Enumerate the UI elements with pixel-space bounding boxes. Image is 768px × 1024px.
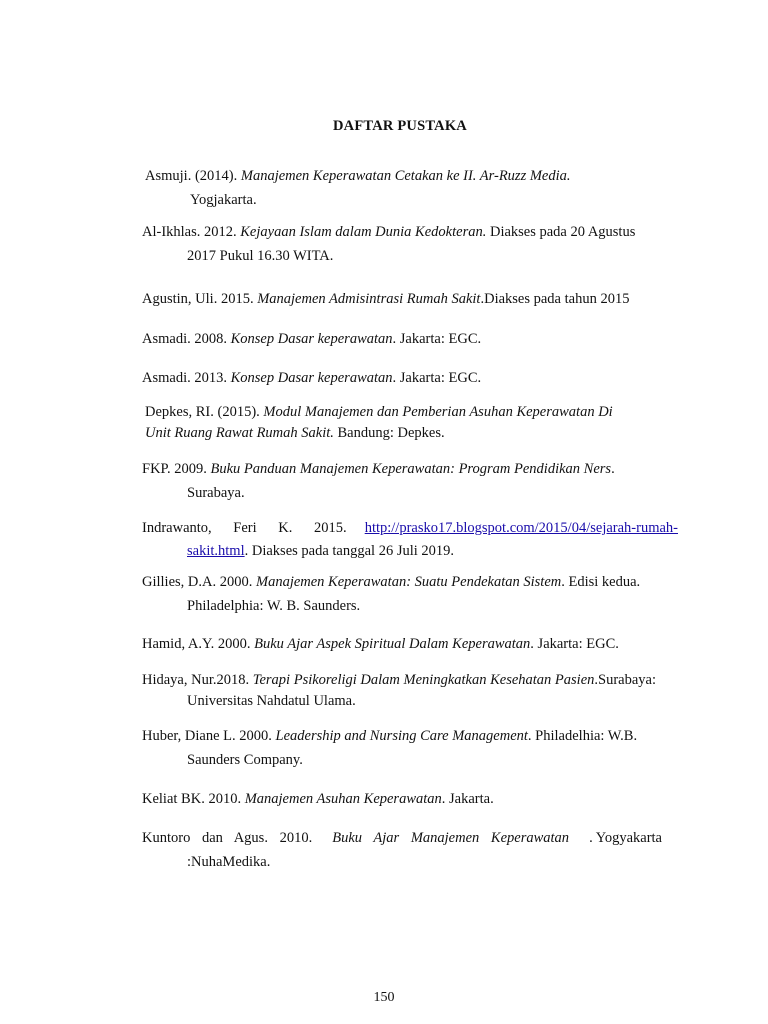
reference-indrawanto: [142, 516, 678, 563]
reference-link[interactable]: http://prasko17.blogspot.com/2015/04/sejarah-rumah-: [364, 520, 678, 536]
reference-asmuji: Asmuji. (2014). Manajemen Keperawatan Cetakan ke II. Ar-Ruzz Media. Yogjakarta.: [145, 168, 571, 208]
reference-indrawanto-line1: Indrawanto, Feri K. 2015. http://prasko17.blogspot.com/2015/04/sejarah-rumah-: [142, 516, 678, 540]
page-title: DAFTAR PUSTAKA: [333, 118, 467, 134]
reference-indrawanto-line2: sakit.html. Diakses pada tanggal 26 Juli 2019.: [187, 543, 455, 559]
reference-fkp: FKP. 2009. Buku Panduan Manajemen Keperawatan: Program Pendidikan Ners. Surabaya.: [142, 461, 615, 501]
reference-link-continued[interactable]: sakit.html: [187, 543, 245, 559]
page-number: 150: [373, 990, 395, 1005]
reference-huber: Huber, Diane L. 2000. Leadership and Nursing Care Management. Philadelhia: W.B. Saunders Company.: [142, 728, 638, 768]
reference-hidaya: Hidaya, Nur.2018. Terapi Psikoreligi Dalam Meningkatkan Kesehatan Pasien.Surabaya: Universitas Nahdatul Ulama.: [142, 672, 657, 709]
reference-keliat: Keliat BK. 2010. Manajemen Asuhan Keperawatan. Jakarta.: [142, 791, 494, 807]
reference-al-ikhlas: Al-Ikhlas. 2012. Kejayaan Islam dalam Dunia Kedokteran. Diakses pada 20 Agustus 2017 Pukul 16.30 WITA.: [142, 224, 636, 264]
reference-kuntoro: Kuntoro dan Agus. 2010. Buku Ajar Manajemen Keperawatan . Yogyakarta :NuhaMedika.: [142, 826, 662, 874]
reference-kuntoro-line1: Kuntoro dan Agus. 2010. Buku Ajar Manajemen Keperawatan . Yogyakarta: [142, 830, 662, 846]
reference-hamid: Hamid, A.Y. 2000. Buku Ajar Aspek Spiritual Dalam Keperawatan. Jakarta: EGC.: [142, 636, 619, 652]
reference-asmadi-2013: Asmadi. 2013. Konsep Dasar keperawatan. Jakarta: EGC.: [142, 370, 482, 386]
reference-depkes: Depkes, RI. (2015). Modul Manajemen dan Pemberian Asuhan Keperawatan Di Unit Ruang Rawat Rumah Sakit. Bandung: Depkes.: [145, 404, 613, 441]
reference-agustin: Agustin, Uli. 2015. Manajemen Admisintrasi Rumah Sakit.Diakses pada tahun 2015: [142, 291, 630, 307]
reference-asmadi-2008: Asmadi. 2008. Konsep Dasar keperawatan. Jakarta: EGC.: [142, 331, 482, 347]
reference-gillies: Gillies, D.A. 2000. Manajemen Keperawatan: Suatu Pendekatan Sistem. Edisi kedua. Philadelphia: W. B. Saunders.: [142, 574, 641, 614]
